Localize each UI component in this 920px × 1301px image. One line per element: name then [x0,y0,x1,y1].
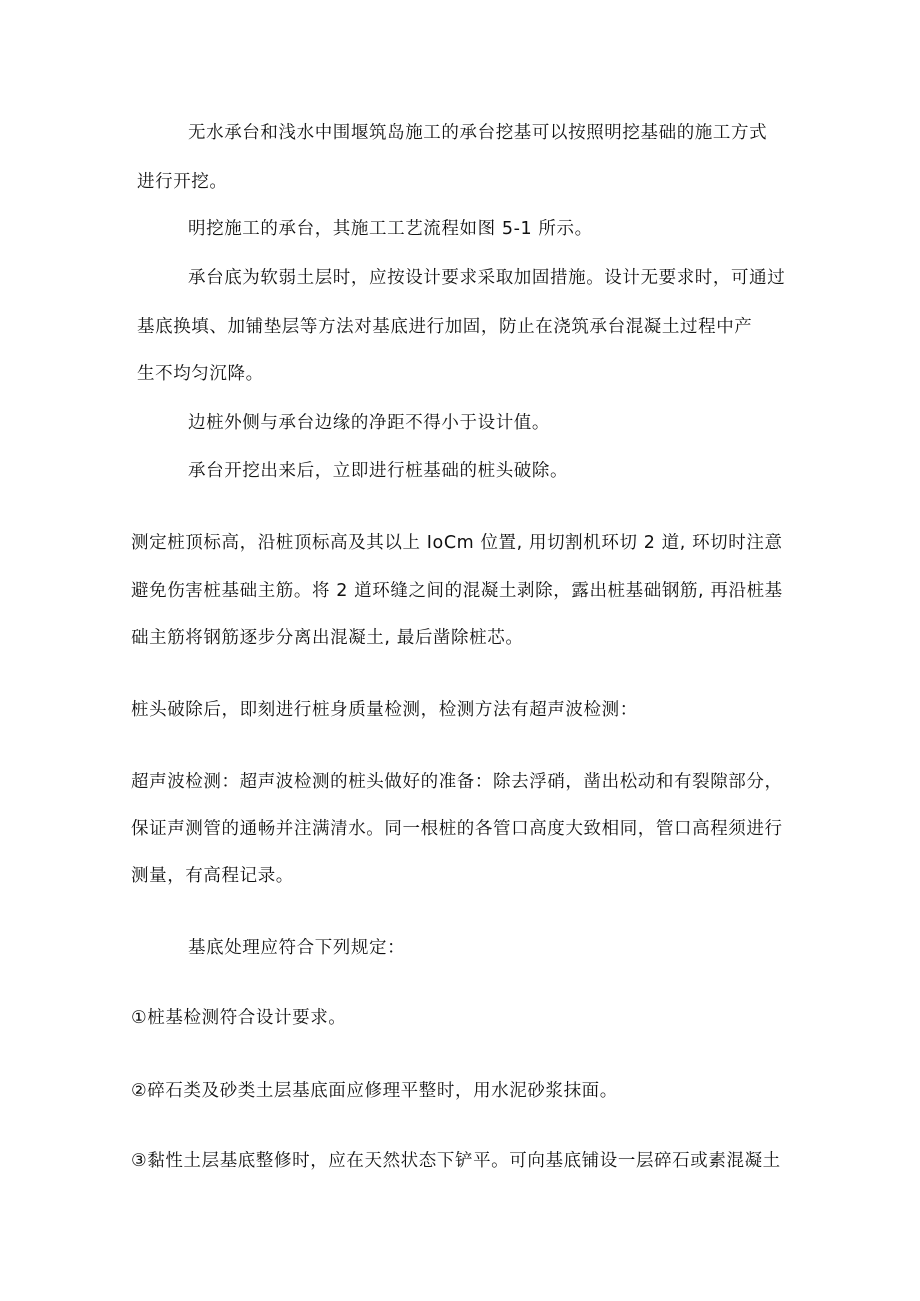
paragraph-6-line-1: 测定桩顶标高，沿桩顶标高及其以上 IoCm 位置, 用切割机环切 2 道, 环切时注意 [131,533,783,553]
paragraph-5-line-1: 承台开挖出来后，立即进行桩基础的桩头破除。 [188,461,569,481]
paragraph-3-line-1: 承台底为软弱土层时，应按设计要求采取加固措施。设计无要求时，可通过 [188,268,786,288]
paragraph-9-line-1: 基底处理应符合下列规定： [188,938,406,958]
paragraph-8-line-2: 保证声测管的通畅并注满清水。同一根桩的各管口高度大致相同，管口高程须进行 [131,819,783,839]
paragraph-12-line-1: ③黏性土层基底整修时，应在天然状态下铲平。可向基底铺设一层碎石或素混凝土 [131,1151,781,1171]
paragraph-8-line-1: 超声波检测：超声波检测的桩头做好的准备：除去浮硝，凿出松动和有裂隙部分， [131,772,783,792]
paragraph-1-line-1: 无水承台和浅水中围堰筑岛施工的承台挖基可以按照明挖基础的施工方式 [188,123,768,143]
paragraph-8-line-3: 测量，有高程记录。 [131,866,294,886]
paragraph-1-line-2: 进行开挖。 [137,172,228,192]
paragraph-4-line-1: 边桩外侧与承台边缘的净距不得小于设计值。 [188,413,550,433]
paragraph-3-line-3: 生不均匀沉降。 [137,364,264,384]
paragraph-7-line-1: 桩头破除后，即刻进行桩身质量检测，检测方法有超声波检测： [131,700,638,720]
paragraph-11-line-1: ②碎石类及砂类土层基底面应修理平整时，用水泥砂浆抹面。 [131,1081,618,1101]
paragraph-6-line-2: 避免伤害桩基础主筋。将 2 道环缝之间的混凝土剥除，露出桩基础钢筋, 再沿桩基 [131,581,783,601]
paragraph-6-line-3: 础主筋将钢筋逐步分离出混凝土, 最后凿除桩芯。 [131,628,524,648]
paragraph-3-line-2: 基底换填、加铺垫层等方法对基底进行加固，防止在浇筑承台混凝土过程中产 [137,317,753,337]
paragraph-10-line-1: ①桩基检测符合设计要求。 [131,1008,347,1028]
paragraph-2-line-1: 明挖施工的承台，其施工工艺流程如图 5-1 所示。 [188,219,593,239]
